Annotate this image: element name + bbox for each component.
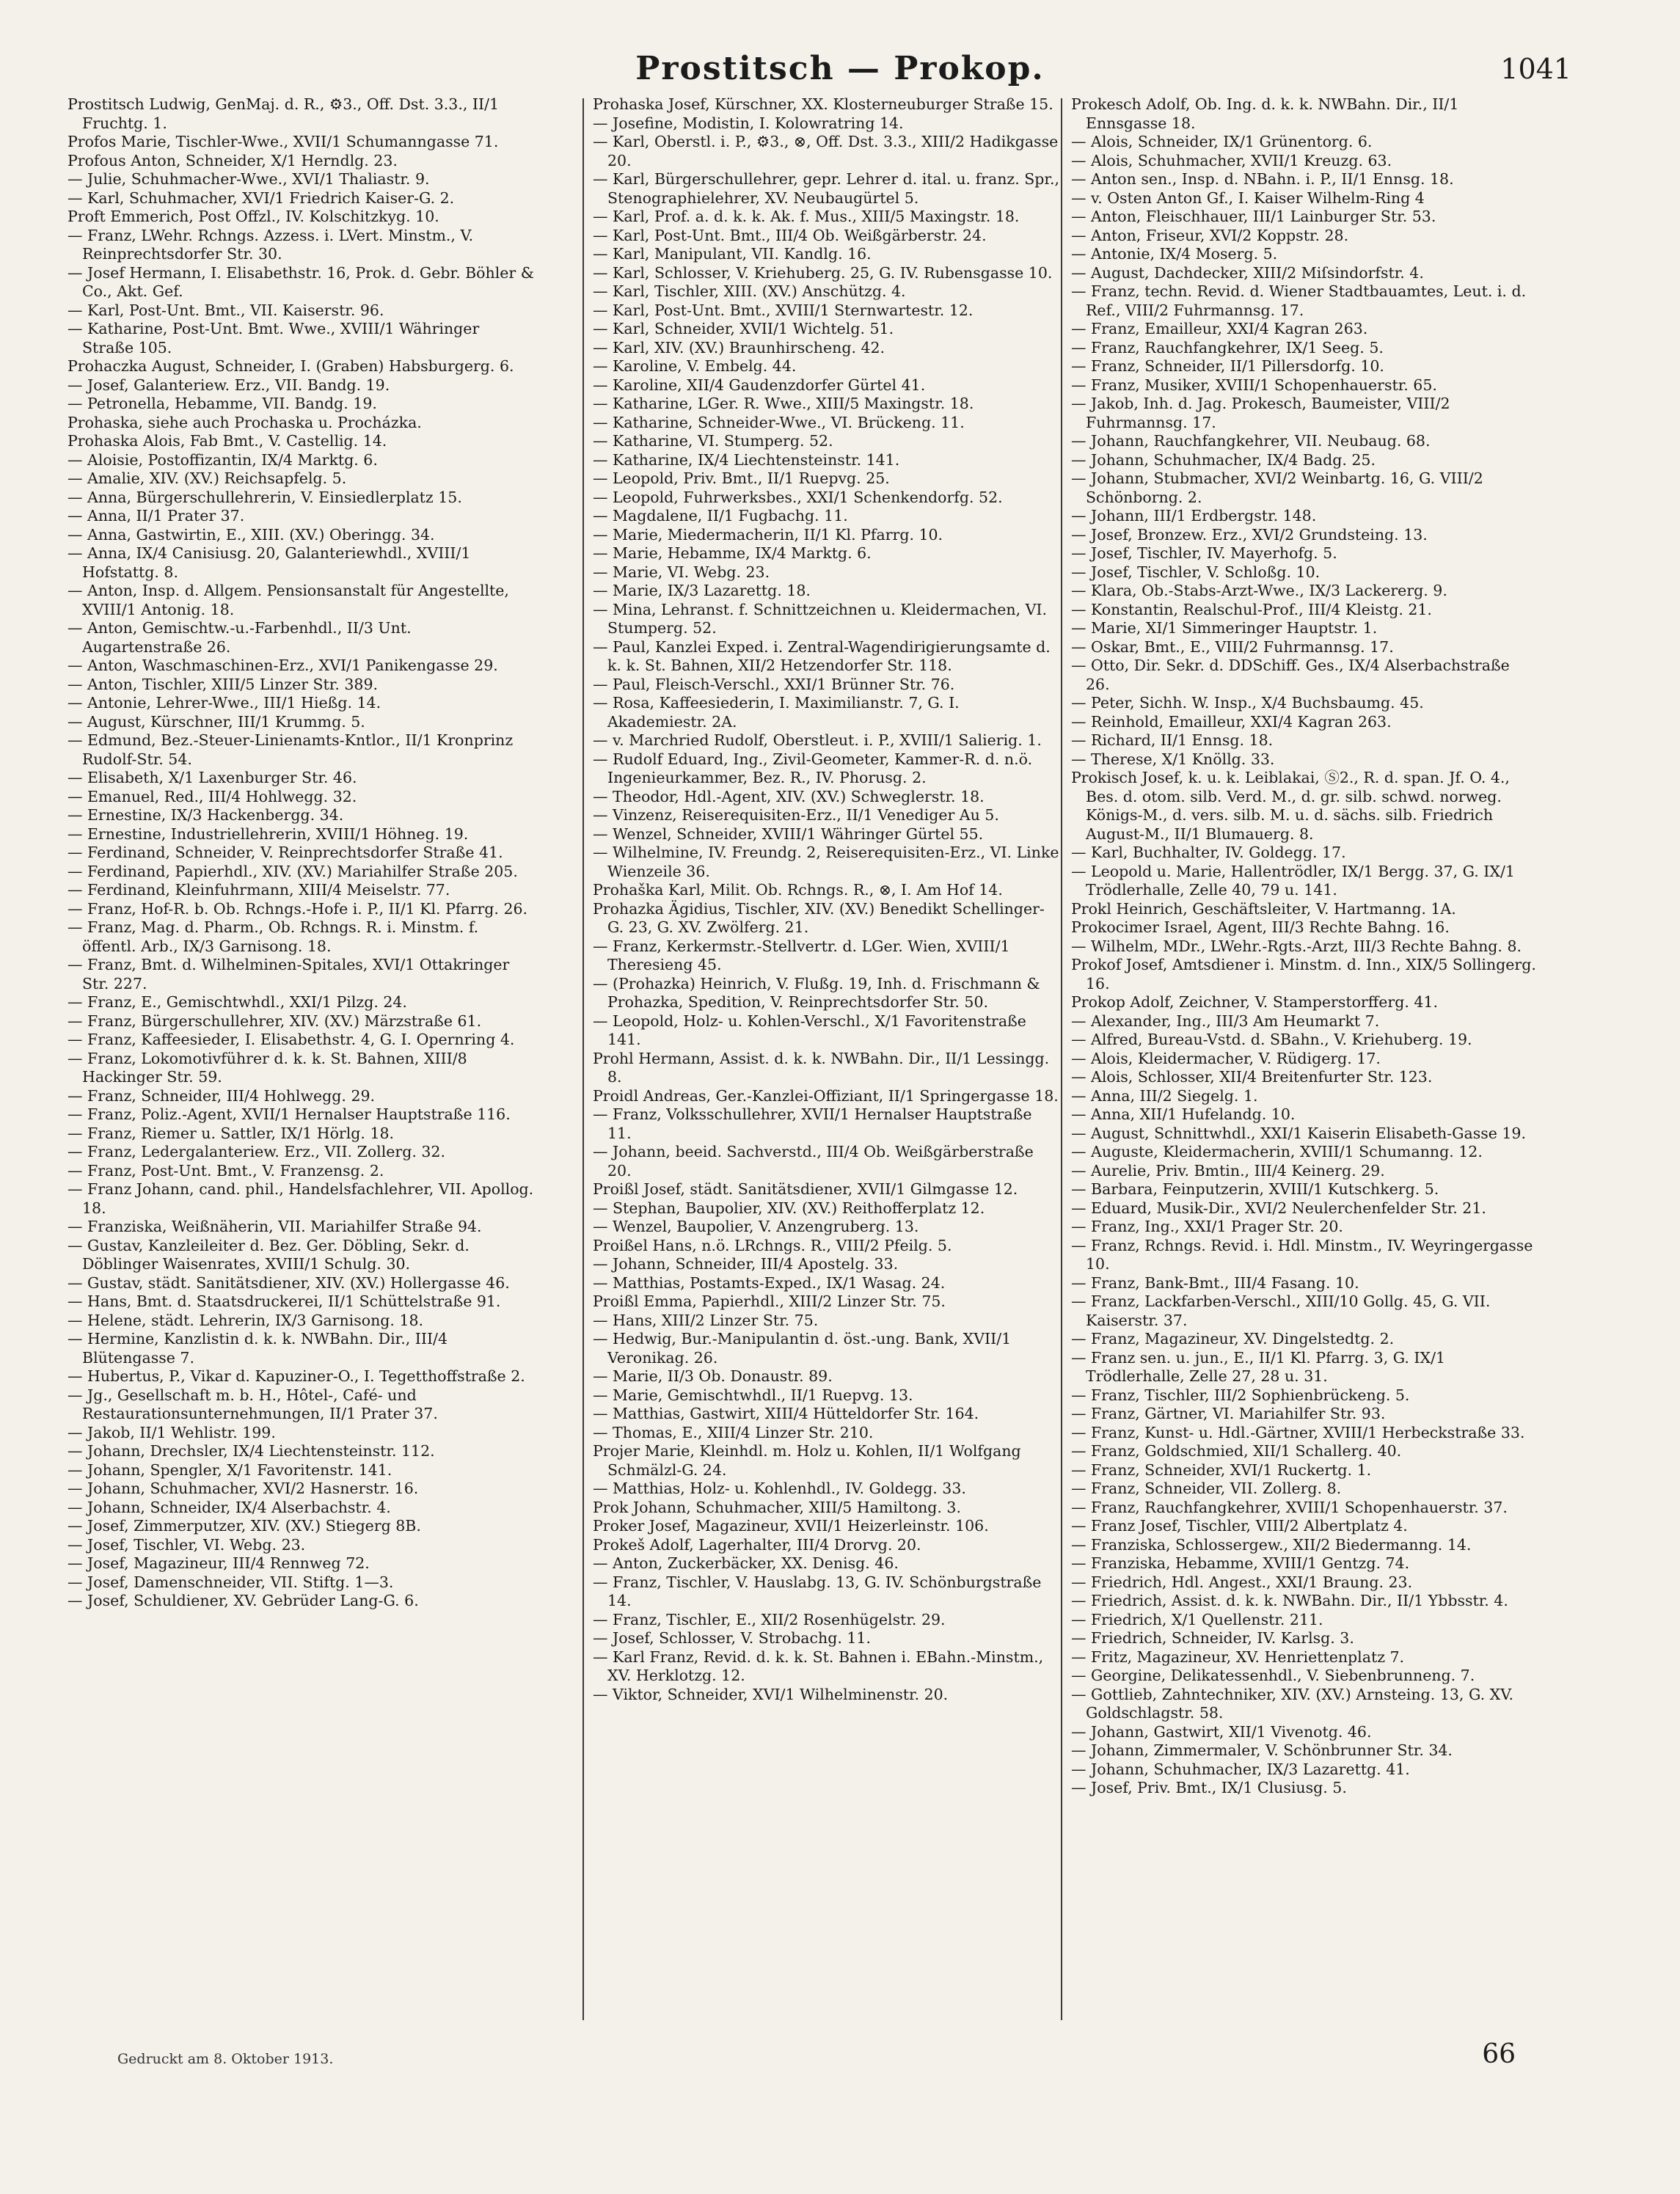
directory-entry: — Ernestine, IX/3 Hackenbergg. 34. — [67, 806, 344, 824]
directory-entry: — Anton, Friseur, XVI/2 Koppstr. 28. — [1071, 226, 1349, 244]
directory-entry: — Anna, IX/4 Canisiusg. 20, Galanteriewhdl., XVIII/1 Hofstattg. 8. — [67, 544, 471, 581]
directory-entry: — Anton, Zuckerbäcker, XX. Denisg. 46. — [593, 1554, 899, 1572]
page-title: Prostitsch — Prokop. — [635, 50, 1045, 87]
directory-entry: — Franz, Musiker, XVIII/1 Schopenhauerstr. 65. — [1071, 376, 1437, 394]
directory-entry: — Paul, Kanzlei Exped. i. Zentral-Wagendirigierungsamte d. k. k. St. Bahnen, XII/2 Hetzendorfer Str. 118. — [593, 637, 1051, 674]
directory-entry: Prok Johann, Schuhmacher, XIII/5 Hamiltong. 3. — [593, 1498, 961, 1516]
directory-entry: — Katharine, Post-Unt. Bmt. Wwe., XVIII/1 Währinger Straße 105. — [67, 320, 480, 356]
directory-entry: Proißl Emma, Papierhdl., XIII/2 Linzer Str. 75. — [593, 1292, 946, 1310]
directory-entry: Prokeš Adolf, Lagerhalter, III/4 Drorvg. 20. — [593, 1535, 921, 1554]
directory-entry: — Karl, Schlosser, V. Kriehuberg. 25, G. IV. Rubensgasse 10. — [593, 263, 1053, 282]
directory-entry: — (Prohazka) Heinrich, V. Flußg. 19, Inh. d. Frischmann & Prohazka, Spedition, V. Reinprechtsdorfer Str. 50. — [593, 974, 1040, 1011]
directory-entry: — Vinzenz, Reiserequisiten-Erz., II/1 Venediger Au 5. — [593, 806, 999, 824]
directory-entry: — Johann, Gastwirt, XII/1 Vivenotg. 46. — [1071, 1722, 1372, 1741]
directory-entry: — Anton, Gemischtw.-u.-Farbenhdl., II/3 Unt. Augartenstraße 26. — [67, 619, 412, 656]
directory-entry: — Franz, Bank-Bmt., III/4 Fasang. 10. — [1071, 1273, 1359, 1292]
directory-entry: Prokl Heinrich, Geschäftsleiter, V. Hartmanng. 1A. — [1071, 899, 1456, 918]
directory-entry: — Josef, Tischler, V. Schloßg. 10. — [1071, 563, 1321, 581]
directory-entry: — Leopold, Fuhrwerksbes., XXI/1 Schenkendorfg. 52. — [593, 488, 1003, 506]
directory-entry: — Franz, Rauchfangkehrer, XVIII/1 Schopenhauerstr. 37. — [1071, 1498, 1508, 1516]
directory-entry: — Ferdinand, Kleinfuhrmann, XIII/4 Meiselstr. 77. — [67, 881, 450, 899]
column-divider — [1061, 98, 1062, 2020]
directory-entry: — Franz, Bmt. d. Wilhelminen-Spitales, XVI/1 Ottakringer Str. 227. — [67, 956, 510, 992]
directory-entry: — Karl, Prof. a. d. k. k. Ak. f. Mus., XIII/5 Maxingstr. 18. — [593, 208, 1020, 225]
directory-entry: — Franz, E., Gemischtwhdl., XXI/1 Pilzg. 24. — [67, 993, 407, 1011]
directory-entry: — Emanuel, Red., III/4 Hohlwegg. 32. — [67, 787, 357, 805]
directory-entry: — Klara, Ob.-Stabs-Arzt-Wwe., IX/3 Lackererg. 9. — [1071, 582, 1447, 599]
directory-entry: — Josef, Magazineur, III/4 Rennweg 72. — [67, 1554, 370, 1572]
directory-entry: — Franz, Volksschullehrer, XVII/1 Hernalser Hauptstraße 11. — [593, 1105, 1032, 1142]
directory-entry: — Antonie, Lehrer-Wwe., III/1 Hießg. 14. — [67, 694, 381, 712]
directory-entry: — Franz Josef, Tischler, VIII/2 Albertplatz 4. — [1071, 1517, 1408, 1535]
directory-entry: — Marie, XI/1 Simmeringer Hauptstr. 1. — [1071, 619, 1378, 637]
directory-entry: — Gustav, städt. Sanitätsdiener, XIV. (XV.) Hollergasse 46. — [67, 1273, 510, 1292]
directory-entry: — Franz, Schneider, III/4 Hohlwegg. 29. — [67, 1086, 376, 1105]
directory-entry: — Fritz, Magazineur, XV. Henriettenplatz 7. — [1071, 1648, 1405, 1666]
directory-entry: — Karl, Post-Unt. Bmt., VII. Kaiserstr. 96. — [67, 301, 384, 319]
directory-entry: — Wenzel, Baupolier, V. Anzengruberg. 13. — [593, 1218, 919, 1235]
directory-entry: — Anna, II/1 Prater 37. — [67, 507, 245, 524]
directory-entry: — Franz, Hof-R. b. Ob. Rchngs.-Hofe i. P., II/1 Kl. Pfarrg. 26. — [67, 899, 528, 918]
directory-entry: — Franz, Post-Unt. Bmt., V. Franzensg. 2. — [67, 1161, 384, 1180]
directory-entry: — Johann, Schuhmacher, XVI/2 Hasnerstr. 16. — [67, 1480, 419, 1497]
directory-entry: — Thomas, E., XIII/4 Linzer Str. 210. — [593, 1423, 874, 1441]
directory-entry: — Franziska, Schlossergew., XII/2 Biedermanng. 14. — [1071, 1535, 1472, 1554]
directory-entry: — Aurelie, Priv. Bmtin., III/4 Keinerg. 29. — [1071, 1161, 1385, 1180]
directory-entry: — Alois, Schneider, IX/1 Grünentorg. 6. — [1071, 133, 1373, 150]
directory-entry: — Magdalene, II/1 Fugbachg. 11. — [593, 507, 848, 524]
directory-entry: — Johann, Schneider, IX/4 Alserbachstr. 4. — [67, 1498, 391, 1516]
directory-entry: Prokisch Josef, k. u. k. Leiblakai, Ⓢ2., R. d. span. Jf. O. 4., Bes. d. otom. silb. Verd. M., d. gr. silb. schwd. norweg. Königs-M., d. vers. silb. M. u. d. sächs. silb. Friedrich August-M., II/1 Blumauerg. 8. — [1071, 769, 1510, 843]
directory-entry: — Leopold, Holz- u. Kohlen-Verschl., X/1 Favoritenstraße 141. — [593, 1012, 1026, 1048]
directory-entry: — Marie, II/3 Ob. Donaustr. 89. — [593, 1367, 833, 1385]
directory-column-2 — [593, 95, 1059, 2017]
directory-entry: — Matthias, Gastwirt, XIII/4 Hütteldorfer Str. 164. — [593, 1405, 979, 1422]
directory-entry: — Otto, Dir. Sekr. d. DDSchiff. Ges., IX/4 Alserbachstraße 26. — [1071, 657, 1510, 693]
directory-entry: — Franz, Poliz.-Agent, XVII/1 Hernalser Hauptstraße 116. — [67, 1105, 511, 1123]
directory-entry: — Anton sen., Insp. d. NBahn. i. P., II/1 Ennsg. 18. — [1071, 170, 1454, 188]
directory-entry: — Josef, Tischler, IV. Mayerhofg. 5. — [1071, 544, 1337, 562]
directory-entry: — Franz, Schneider, XVI/1 Ruckertg. 1. — [1071, 1460, 1372, 1479]
directory-entry: — Franz, Gärtner, VI. Mariahilfer Str. 93. — [1071, 1405, 1386, 1422]
directory-entry: — Karl, XIV. (XV.) Braunhirscheng. 42. — [593, 338, 885, 356]
directory-entry: Prokof Josef, Amtsdiener i. Minstm. d. Inn., XIX/5 Sollingerg. 16. — [1071, 956, 1536, 992]
directory-entry: — Hans, Bmt. d. Staatsdruckerei, II/1 Schüttelstraße 91. — [67, 1292, 501, 1310]
directory-entry: — Gustav, Kanzleileiter d. Bez. Ger. Döbling, Sekr. d. Döblinger Waisenrates, XVIII/1 Schulg. 30. — [67, 1236, 470, 1273]
directory-entry: — Johann, Schneider, III/4 Apostelg. 33. — [593, 1255, 899, 1273]
directory-entry: — Stephan, Baupolier, XIV. (XV.) Reithofferplatz 12. — [593, 1199, 985, 1217]
directory-entry: — Franz, Schneider, II/1 Pillersdorfg. 10. — [1071, 357, 1384, 375]
directory-entry: — Konstantin, Realschul-Prof., III/4 Kleistg. 21. — [1071, 600, 1432, 618]
directory-entry: — Franz, Mag. d. Pharm., Ob. Rchngs. R. i. Minstm. f. öffentl. Arb., IX/3 Garnisong. 18. — [67, 918, 479, 955]
directory-entry: — Friedrich, Assist. d. k. k. NWBahn. Dir., II/1 Ybbsstr. 4. — [1071, 1592, 1508, 1609]
directory-entry: — Franziska, Weißnäherin, VII. Mariahilfer Straße 94. — [67, 1218, 482, 1235]
directory-entry: — Franz, Emailleur, XXI/4 Kagran 263. — [1071, 320, 1368, 337]
directory-entry: — Anna, III/2 Siegelg. 1. — [1071, 1086, 1258, 1105]
directory-entry: — Karl, Post-Unt. Bmt., XVIII/1 Sternwartestr. 12. — [593, 301, 974, 319]
directory-entry: — Franz, Goldschmied, XII/1 Schallerg. 40. — [1071, 1442, 1402, 1460]
directory-entry: Proißl Josef, städt. Sanitätsdiener, XVII/1 Gilmgasse 12. — [593, 1180, 1018, 1198]
directory-entry: — Wilhelm, MDr., LWehr.-Rgts.-Arzt, III/3 Rechte Bahng. 8. — [1071, 937, 1522, 955]
directory-column-1 — [67, 95, 534, 2017]
directory-entry: — Franz, Lokomotivführer d. k. k. St. Bahnen, XIII/8 Hackinger Str. 59. — [67, 1049, 467, 1086]
directory-entry: — Franz, Kerkermstr.-Stellvertr. d. LGer. Wien, XVIII/1 Theresieng 45. — [593, 937, 1010, 973]
directory-entry: Prohaška Karl, Milit. Ob. Rchngs. R., ⊗, I. Am Hof 14. — [593, 881, 1003, 899]
directory-entry: — Alois, Schlosser, XII/4 Breitenfurter Str. 123. — [1071, 1068, 1433, 1086]
directory-entry: — Wenzel, Schneider, XVIII/1 Währinger Gürtel 55. — [593, 824, 984, 843]
directory-entry: — Johann, Schuhmacher, IX/3 Lazarettg. 41. — [1071, 1760, 1410, 1778]
directory-entry: — August, Kürschner, III/1 Krummg. 5. — [67, 712, 365, 731]
directory-entry: — Antonie, IX/4 Moserg. 5. — [1071, 245, 1278, 263]
directory-entry: — Josef, Schlosser, V. Strobachg. 11. — [593, 1629, 871, 1647]
directory-entry: — Barbara, Feinputzerin, XVIII/1 Kutschkerg. 5. — [1071, 1180, 1439, 1198]
directory-entry: — Jakob, Inh. d. Jag. Prokesch, Baumeister, VIII/2 Fuhrmannsg. 17. — [1071, 395, 1450, 431]
directory-entry: — Eduard, Musik-Dir., XVI/2 Neulerchenfelder Str. 21. — [1071, 1199, 1486, 1217]
directory-entry: — Johann, Spengler, X/1 Favoritenstr. 141. — [67, 1460, 392, 1479]
directory-entry: — Franz, Lackfarben-Verschl., XIII/10 Gollg. 45, G. VII. Kaiserstr. 37. — [1071, 1292, 1491, 1329]
directory-entry: — Franz, Tischler, E., XII/2 Rosenhügelstr. 29. — [593, 1610, 946, 1628]
directory-entry: — Josef, Tischler, VI. Webg. 23. — [67, 1535, 306, 1554]
directory-entry: — Anna, Gastwirtin, E., XIII. (XV.) Oberingg. 34. — [67, 525, 435, 544]
directory-entry: — Wilhelmine, IV. Freundg. 2, Reiserequisiten-Erz., VI. Linke Wienzeile 36. — [593, 844, 1059, 880]
directory-entry: — Josefine, Modistin, I. Kolowratring 14. — [593, 114, 904, 132]
directory-entry: — Karl, Schneider, XVII/1 Wichtelg. 51. — [593, 320, 894, 337]
directory-entry: Prohaska Josef, Kürschner, XX. Klosterneuburger Straße 15. — [593, 95, 1053, 113]
directory-entry: — Josef Hermann, I. Elisabethstr. 16, Prok. d. Gebr. Böhler & Co., Akt. Gef. — [67, 263, 534, 300]
directory-entry: — Anton, Tischler, XIII/5 Linzer Str. 389. — [67, 675, 379, 693]
directory-entry: — Karl, Post-Unt. Bmt., III/4 Ob. Weißgärberstr. 24. — [593, 226, 987, 244]
directory-entry: — Karl, Oberstl. i. P., ⚙3., ⊗, Off. Dst. 3.3., XIII/2 Hadikgasse 20. — [593, 133, 1059, 169]
directory-entry: — Johann, Stubmacher, XVI/2 Weinbartg. 16, G. VIII/2 Schönborng. 2. — [1071, 469, 1483, 506]
directory-entry: — Johann, beeid. Sachverstd., III/4 Ob. Weißgärberstraße 20. — [593, 1143, 1034, 1180]
directory-entry: — Franziska, Hebamme, XVIII/1 Gentzg. 74. — [1071, 1554, 1410, 1572]
directory-entry: — Helene, städt. Lehrerin, IX/3 Garnisong. 18. — [67, 1311, 424, 1329]
sheet-number: 66 — [1482, 2039, 1516, 2069]
directory-entry: — Anna, XII/1 Hufelandg. 10. — [1071, 1105, 1296, 1123]
directory-entry: — Marie, VI. Webg. 23. — [593, 563, 770, 581]
directory-entry: — Hubertus, P., Vikar d. Kapuziner-O., I. Tegetthoffstraße 2. — [67, 1367, 525, 1385]
directory-entry: — August, Dachdecker, XIII/2 Miſsindorfstr. 4. — [1071, 263, 1424, 282]
directory-entry: Prohaska, siehe auch Prochaska u. Procházka. — [67, 413, 422, 431]
directory-entry: — Matthias, Holz- u. Kohlenhdl., IV. Goldegg. 33. — [593, 1480, 966, 1497]
directory-entry: — Marie, Gemischtwhdl., II/1 Ruepvg. 13. — [593, 1386, 913, 1404]
directory-entry: — Elisabeth, X/1 Laxenburger Str. 46. — [67, 769, 357, 786]
directory-entry: — v. Marchried Rudolf, Oberstleut. i. P., XVIII/1 Salierig. 1. — [593, 731, 1042, 749]
directory-entry: — Franz, Rchngs. Revid. i. Hdl. Minstm., IV. Weyringergasse 10. — [1071, 1236, 1533, 1273]
directory-entry: — Friedrich, Schneider, IV. Karlsg. 3. — [1071, 1629, 1354, 1647]
printed-note: Gedruckt am 8. Oktober 1913. — [117, 2051, 334, 2067]
directory-entry: — Alois, Schuhmacher, XVII/1 Kreuzg. 63. — [1071, 151, 1392, 169]
directory-entry: Profous Anton, Schneider, X/1 Herndlg. 23. — [67, 151, 398, 169]
directory-entry: — Franz, Kaffeesieder, I. Elisabethstr. 4, G. I. Opernring 4. — [67, 1031, 515, 1048]
directory-entry: — Marie, Hebamme, IX/4 Marktg. 6. — [593, 544, 872, 562]
directory-entry: — Katharine, VI. Stumperg. 52. — [593, 432, 833, 450]
directory-entry: — Jg., Gesellschaft m. b. H., Hôtel-, Café- und Restaurationsunternehmungen, II/1 Prater 37. — [67, 1386, 438, 1422]
directory-entry: — Johann, Rauchfangkehrer, VII. Neubaug. 68. — [1071, 432, 1431, 450]
directory-entry: Proft Emmerich, Post Offzl., IV. Kolschitzkyg. 10. — [67, 208, 439, 225]
directory-entry: — Katharine, LGer. R. Wwe., XIII/5 Maxingstr. 18. — [593, 395, 974, 412]
page-number: 1041 — [1500, 53, 1571, 85]
directory-entry: — Viktor, Schneider, XVI/1 Wilhelminenstr. 20. — [593, 1685, 949, 1703]
directory-entry: — Alois, Kleidermacher, V. Rüdigerg. 17. — [1071, 1049, 1381, 1067]
directory-entry: — Rudolf Eduard, Ing., Zivil-Geometer, Kammer-R. d. n.ö. Ingenieurkammer, Bez. R., IV. Phorusg. 2. — [593, 750, 1033, 786]
directory-entry: — Ferdinand, Papierhdl., XIV. (XV.) Mariahilfer Straße 205. — [67, 862, 518, 880]
directory-entry: Projer Marie, Kleinhdl. m. Holz u. Kohlen, II/1 Wolfgang Schmälzl-G. 24. — [593, 1442, 1021, 1479]
directory-entry: — Franz, Tischler, V. Hauslabg. 13, G. IV. Schönburgstraße 14. — [593, 1573, 1042, 1609]
directory-entry: Prokop Adolf, Zeichner, V. Stamperstorfferg. 41. — [1071, 993, 1438, 1011]
directory-entry: — Johann, Schuhmacher, IX/4 Badg. 25. — [1071, 450, 1376, 469]
directory-entry: — Franz, Kunst- u. Hdl.-Gärtner, XVIII/1 Herbeckstraße 33. — [1071, 1423, 1525, 1441]
directory-entry: — Friedrich, Hdl. Angest., XXI/1 Braung. 23. — [1071, 1573, 1413, 1591]
directory-entry: Prohl Hermann, Assist. d. k. k. NWBahn. Dir., II/1 Lessingg. 8. — [593, 1049, 1050, 1086]
directory-entry: — Marie, IX/3 Lazarettg. 18. — [593, 582, 811, 599]
directory-entry: — Alfred, Bureau-Vstd. d. SBahn., V. Kriehuberg. 19. — [1071, 1031, 1472, 1048]
directory-entry: — v. Osten Anton Gf., I. Kaiser Wilhelm-Ring 4 — [1071, 189, 1425, 207]
directory-entry: — Anton, Fleischhauer, III/1 Lainburger Str. 53. — [1071, 208, 1436, 225]
directory-entry: — Theodor, Hdl.-Agent, XIV. (XV.) Schweglerstr. 18. — [593, 787, 985, 805]
directory-entry: — Franz, Ledergalanteriew. Erz., VII. Zollerg. 32. — [67, 1143, 445, 1160]
directory-entry: — Karl, Manipulant, VII. Kandlg. 16. — [593, 245, 872, 263]
directory-entry: — Friedrich, X/1 Quellenstr. 211. — [1071, 1610, 1323, 1628]
directory-entry: — Reinhold, Emailleur, XXI/4 Kagran 263. — [1071, 712, 1392, 731]
directory-entry: — Hans, XIII/2 Linzer Str. 75. — [593, 1311, 819, 1329]
directory-entry: — Therese, X/1 Knöllg. 33. — [1071, 750, 1275, 768]
directory-entry: — Georgine, Delikatessenhdl., V. Siebenbrunneng. 7. — [1071, 1667, 1475, 1684]
directory-entry: — Petronella, Hebamme, VII. Bandg. 19. — [67, 395, 377, 412]
directory-entry: Proker Josef, Magazineur, XVII/1 Heizerleinstr. 106. — [593, 1517, 989, 1535]
directory-entry: — Franz, techn. Revid. d. Wiener Stadtbauamtes, Leut. i. d. Ref., VIII/2 Fuhrmannsg. 17. — [1071, 282, 1527, 319]
directory-entry: — Ernestine, Industriellehrerin, XVIII/1 Höhneg. 19. — [67, 824, 469, 843]
directory-entry: — Julie, Schuhmacher-Wwe., XVI/1 Thaliastr. 9. — [67, 170, 430, 188]
directory-entry: — Franz, Rauchfangkehrer, IX/1 Seeg. 5. — [1071, 338, 1384, 356]
directory-entry: — Anton, Insp. d. Allgem. Pensionsanstalt für Angestellte, XVIII/1 Antonig. 18. — [67, 582, 509, 618]
directory-entry: — Johann, Drechsler, IX/4 Liechtensteinstr. 112. — [67, 1442, 435, 1460]
directory-entry: — Franz, Ing., XXI/1 Prager Str. 20. — [1071, 1218, 1343, 1235]
directory-entry: — Gottlieb, Zahntechniker, XIV. (XV.) Arnsteing. 13, G. XV. Goldschlagstr. 58. — [1071, 1685, 1513, 1722]
directory-entry: — Auguste, Kleidermacherin, XVIII/1 Schumanng. 12. — [1071, 1143, 1483, 1160]
directory-entry: — Alexander, Ing., III/3 Am Heumarkt 7. — [1071, 1012, 1380, 1030]
directory-entry: Prokocimer Israel, Agent, III/3 Rechte Bahng. 16. — [1071, 918, 1450, 936]
directory-entry: — Katharine, IX/4 Liechtensteinstr. 141. — [593, 450, 900, 469]
directory-entry: — Karl, Tischler, XIII. (XV.) Anschützg. 4. — [593, 282, 906, 300]
directory-entry: — Jakob, II/1 Wehlistr. 199. — [67, 1423, 276, 1441]
directory-entry: — Karl Franz, Revid. d. k. k. St. Bahnen i. EBahn.-Minstm., XV. Herklotzg. 12. — [593, 1648, 1044, 1684]
directory-entry: — Franz Johann, cand. phil., Handelsfachlehrer, VII. Apollog. 18. — [67, 1180, 534, 1217]
directory-entry: — Franz, LWehr. Rchngs. Azzess. i. LVert. Minstm., V. Reinprechtsdorfer Str. 30. — [67, 226, 474, 263]
directory-entry: — Oskar, Bmt., E., VIII/2 Fuhrmannsg. 17. — [1071, 637, 1394, 656]
directory-entry: — Johann, III/1 Erdbergstr. 148. — [1071, 507, 1317, 524]
directory-entry: Proißel Hans, n.ö. LRchngs. R., VIII/2 Pfeilg. 5. — [593, 1236, 952, 1254]
directory-entry: — Karoline, XII/4 Gaudenzdorfer Gürtel 41. — [593, 376, 926, 394]
directory-entry: — Anton, Waschmaschinen-Erz., XVI/1 Panikengasse 29. — [67, 657, 498, 674]
directory-entry: — Karoline, V. Embelg. 44. — [593, 357, 797, 375]
directory-entry: Prohaczka August, Schneider, I. (Graben) Habsburgerg. 6. — [67, 357, 514, 375]
directory-entry: — Josef, Priv. Bmt., IX/1 Clusiusg. 5. — [1071, 1779, 1347, 1796]
directory-entry: — Peter, Sichh. W. Insp., X/4 Buchsbaumg. 45. — [1071, 694, 1424, 712]
directory-entry: — Franz, Bürgerschullehrer, XIV. (XV.) Märzstraße 61. — [67, 1012, 482, 1030]
directory-entry: — Karl, Buchhalter, IV. Goldegg. 17. — [1071, 844, 1346, 861]
directory-entry: — Marie, Miedermacherin, II/1 Kl. Pfarrg. 10. — [593, 525, 943, 544]
directory-entry: — Karl, Schuhmacher, XVI/1 Friedrich Kaiser-G. 2. — [67, 189, 455, 207]
directory-entry: — Franz, Riemer u. Sattler, IX/1 Hörlg. 18. — [67, 1124, 395, 1142]
directory-entry: — Rosa, Kaffeesiederin, I. Maximilianstr. 7, G. I. Akademiestr. 2A. — [593, 694, 960, 731]
directory-entry: — Paul, Fleisch-Verschl., XXI/1 Brünner Str. 76. — [593, 675, 955, 693]
column-divider — [582, 98, 584, 2020]
directory-entry: — August, Schnittwhdl., XXI/1 Kaiserin Elisabeth-Gasse 19. — [1071, 1124, 1526, 1142]
directory-entry: Prostitsch Ludwig, GenMaj. d. R., ⚙3., Off. Dst. 3.3., II/1 Fruchtg. 1. — [67, 95, 500, 132]
directory-entry: — Amalie, XIV. (XV.) Reichsapfelg. 5. — [67, 469, 347, 487]
directory-entry: Prohazka Ägidius, Tischler, XIV. (XV.) Benedikt Schellinger-G. 23, G. XV. Zwölferg. 21. — [593, 899, 1045, 936]
directory-entry: — Richard, II/1 Ennsg. 18. — [1071, 731, 1274, 749]
directory-entry: — Johann, Zimmermaler, V. Schönbrunner Str. 34. — [1071, 1741, 1453, 1759]
directory-entry: — Hedwig, Bur.-Manipulantin d. öst.-ung. Bank, XVII/1 Veronikag. 26. — [593, 1330, 1012, 1367]
directory-entry: — Franz, Magazineur, XV. Dingelstedtg. 2. — [1071, 1330, 1395, 1348]
directory-entry: — Anna, Bürgerschullehrerin, V. Einsiedlerplatz 15. — [67, 488, 462, 506]
directory-entry: — Ferdinand, Schneider, V. Reinprechtsdorfer Straße 41. — [67, 844, 503, 861]
directory-entry: — Leopold, Priv. Bmt., II/1 Ruepvg. 25. — [593, 469, 890, 487]
directory-entry: — Mina, Lehranst. f. Schnittzeichnen u. Kleidermachen, VI. Stumperg. 52. — [593, 600, 1048, 637]
directory-entry: — Josef, Bronzew. Erz., XVI/2 Grundsteing. 13. — [1071, 525, 1428, 544]
directory-entry: — Josef, Galanteriew. Erz., VII. Bandg. 19. — [67, 376, 390, 394]
directory-entry: — Franz, Tischler, III/2 Sophienbrückeng. 5. — [1071, 1386, 1410, 1404]
directory-entry: — Josef, Schuldiener, XV. Gebrüder Lang-G. 6. — [67, 1592, 419, 1609]
directory-entry: — Leopold u. Marie, Hallentrödler, IX/1 Bergg. 37, G. IX/1 Trödlerhalle, Zelle 40, 79 u. 141. — [1071, 862, 1515, 899]
directory-entry: — Matthias, Postamts-Exped., IX/1 Wasag. 24. — [593, 1273, 946, 1292]
directory-entry: Proidl Andreas, Ger.-Kanzlei-Offiziant, II/1 Springergasse 18. — [593, 1086, 1059, 1105]
directory-column-3 — [1071, 95, 1538, 2017]
directory-entry: — Franz, Schneider, VII. Zollerg. 8. — [1071, 1480, 1342, 1497]
directory-entry: Prohaska Alois, Fab Bmt., V. Castellig. 14. — [67, 432, 387, 450]
directory-entry: — Karl, Bürgerschullehrer, gepr. Lehrer d. ital. u. franz. Spr., Stenographielehrer, XV. Neubaugürtel 5. — [593, 170, 1059, 207]
directory-entry: — Katharine, Schneider-Wwe., VI. Brückeng. 11. — [593, 413, 965, 431]
directory-entry: — Aloisie, Postoffizantin, IX/4 Marktg. 6. — [67, 450, 378, 469]
directory-entry: — Franz sen. u. jun., E., II/1 Kl. Pfarrg. 3, G. IX/1 Trödlerhalle, Zelle 27, 28 u. 31. — [1071, 1348, 1446, 1385]
directory-entry: — Josef, Damenschneider, VII. Stiftg. 1—3. — [67, 1573, 394, 1591]
directory-entry: — Hermine, Kanzlistin d. k. k. NWBahn. Dir., III/4 Blütengasse 7. — [67, 1330, 448, 1367]
directory-entry: Profos Marie, Tischler-Wwe., XVII/1 Schumanngasse 71. — [67, 133, 499, 150]
directory-entry: — Josef, Zimmerputzer, XIV. (XV.) Stiegerg 8B. — [67, 1517, 421, 1535]
directory-entry: — Edmund, Bez.-Steuer-Linienamts-Kntlor., II/1 Kronprinz Rudolf-Str. 54. — [67, 731, 514, 768]
directory-entry: Prokesch Adolf, Ob. Ing. d. k. k. NWBahn. Dir., II/1 Ennsgasse 18. — [1071, 95, 1459, 132]
